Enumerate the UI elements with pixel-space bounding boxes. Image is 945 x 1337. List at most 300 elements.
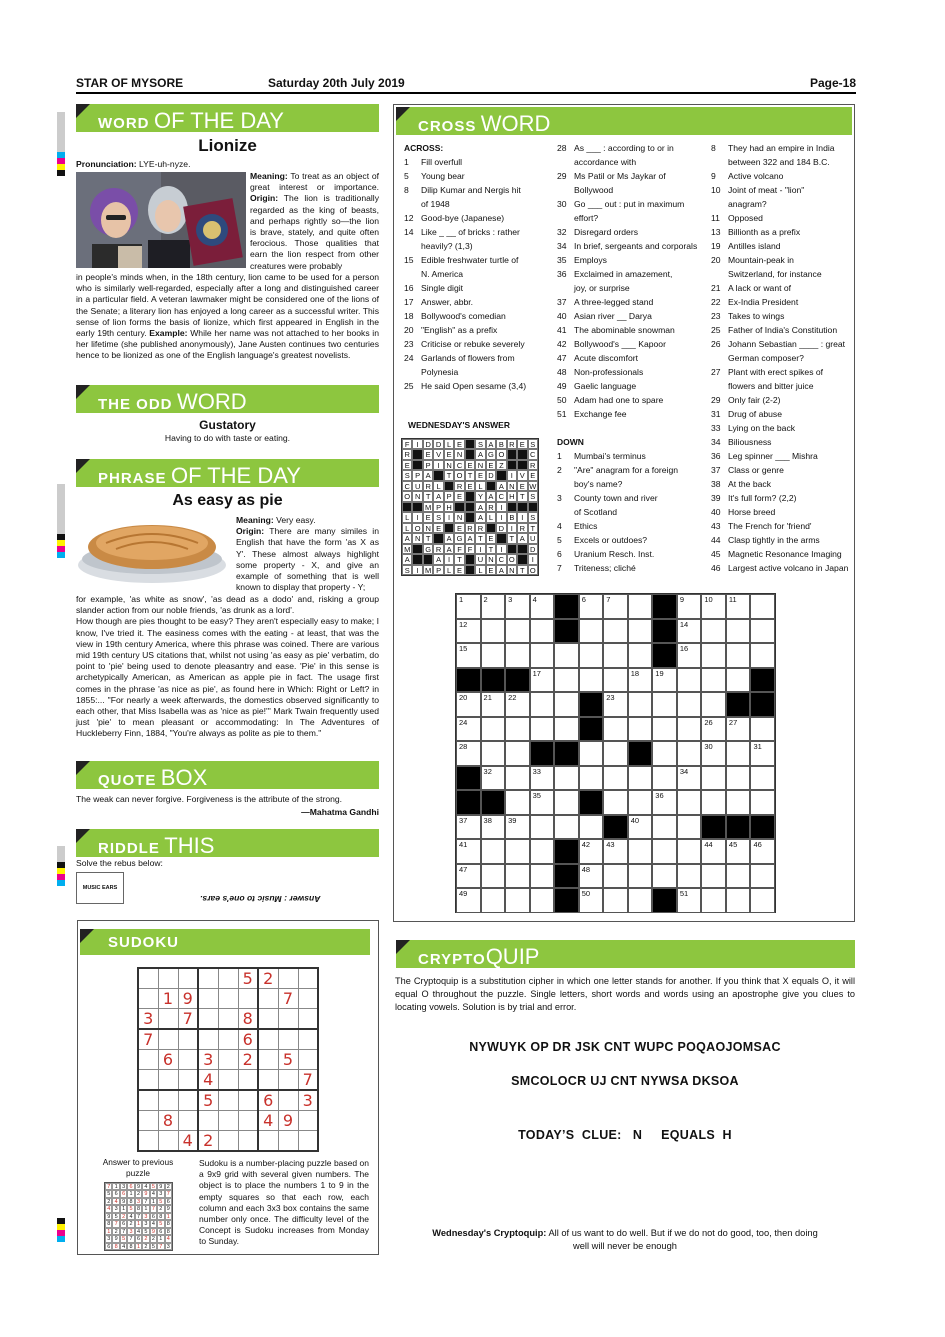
clue-text: Exclaimed in amazement, (574, 269, 673, 279)
grid-number: 40 (630, 815, 640, 825)
grid-cell[interactable] (750, 619, 775, 644)
grid-cell[interactable] (628, 668, 653, 693)
grid-cell[interactable] (677, 594, 702, 619)
grid-cell[interactable] (628, 692, 653, 717)
answer-block (507, 460, 517, 470)
sudoku-empty-cell[interactable] (218, 1029, 238, 1050)
grid-cell[interactable] (603, 839, 628, 864)
grid-number: 46 (753, 840, 762, 850)
answer-cell: S (528, 491, 538, 501)
grid-cell[interactable] (481, 766, 506, 791)
sudoku-empty-cell[interactable] (138, 968, 158, 989)
clue-row (711, 549, 856, 563)
previous-answer-grid (401, 438, 539, 576)
grid-cell[interactable] (603, 668, 628, 693)
clue-row (711, 213, 856, 227)
clue-text: German composer? (728, 353, 804, 363)
grid-cell[interactable] (750, 643, 775, 668)
prev-sudoku-cell: 1 (120, 1205, 127, 1212)
grid-cell[interactable] (579, 815, 604, 840)
sudoku-empty-cell[interactable] (158, 968, 178, 989)
grid-cell[interactable] (505, 888, 530, 913)
grid-cell[interactable] (603, 619, 628, 644)
prev-sudoku-cell: 8 (127, 1198, 134, 1205)
sudoku-empty-cell[interactable] (178, 1070, 198, 1091)
sudoku-empty-cell[interactable] (278, 1131, 298, 1152)
clue-text: accordance with (574, 157, 637, 167)
clue-row (711, 465, 856, 479)
grid-cell[interactable] (677, 839, 702, 864)
sudoku-empty-cell[interactable] (298, 1131, 318, 1152)
prev-sudoku-cell: 3 (105, 1235, 112, 1242)
grid-cell[interactable] (481, 692, 506, 717)
clue-text: Opposed (728, 213, 763, 223)
grid-cell[interactable] (505, 717, 530, 742)
sudoku-empty-cell[interactable] (218, 1131, 238, 1152)
grid-cell[interactable] (628, 643, 653, 668)
phrase-meaning-origin: Meaning: Very easy. Origin: There are many similes in English that have the form 'as X as Y'. These almost always highlight some property - X, and give an example of something that is well known to display that property - Y; (236, 515, 379, 593)
grid-cell[interactable] (530, 766, 555, 791)
grid-cell[interactable] (456, 864, 481, 889)
sudoku-empty-cell[interactable] (218, 1050, 238, 1070)
grid-cell[interactable] (579, 619, 604, 644)
grid-cell[interactable] (554, 790, 579, 815)
grid-cell[interactable] (456, 594, 481, 619)
grid-cell[interactable] (701, 619, 726, 644)
grid-cell[interactable] (726, 741, 751, 766)
sudoku-empty-cell[interactable] (298, 989, 318, 1009)
clue-text: Adam had one to spare (574, 395, 664, 405)
grid-number: 20 (459, 693, 468, 703)
clue-text: Clasp tightly in the arms (728, 535, 820, 545)
grid-cell[interactable] (701, 594, 726, 619)
grid-cell[interactable] (579, 888, 604, 913)
grid-cell[interactable] (481, 717, 506, 742)
clue-row (557, 563, 707, 577)
sudoku-empty-cell[interactable] (198, 1029, 218, 1050)
grid-cell[interactable] (726, 839, 751, 864)
grid-cell[interactable] (701, 741, 726, 766)
sudoku-empty-cell[interactable] (198, 968, 218, 989)
grid-cell[interactable] (726, 766, 751, 791)
grid-cell[interactable] (750, 766, 775, 791)
grid-cell[interactable] (530, 717, 555, 742)
grid-cell[interactable] (505, 766, 530, 791)
odd-word-banner: THE ODD WORD (76, 385, 379, 413)
grid-cell[interactable] (652, 790, 677, 815)
prev-sudoku-cell: 7 (127, 1235, 134, 1242)
grid-cell[interactable] (505, 643, 530, 668)
grid-cell[interactable] (579, 594, 604, 619)
sudoku-given: 4 (258, 1111, 278, 1131)
sudoku-empty-cell[interactable] (178, 1111, 198, 1131)
grid-cell[interactable] (628, 766, 653, 791)
grid-cell[interactable] (481, 643, 506, 668)
clue-row (711, 255, 856, 269)
grid-cell[interactable] (505, 839, 530, 864)
grid-cell[interactable] (677, 619, 702, 644)
clue-row (711, 339, 856, 353)
grid-cell[interactable] (554, 815, 579, 840)
grid-cell[interactable] (554, 668, 579, 693)
answer-cell: V (517, 470, 527, 480)
clue-number: 48 (557, 367, 567, 377)
cryptoquip-banner: CRYPTOQUIP (396, 940, 855, 968)
grid-cell[interactable] (505, 692, 530, 717)
clue-number: 20 (711, 255, 721, 265)
grid-cell[interactable] (456, 717, 481, 742)
grid-cell[interactable] (530, 888, 555, 913)
grid-cell[interactable] (726, 790, 751, 815)
grid-cell[interactable] (677, 668, 702, 693)
grid-cell[interactable] (481, 815, 506, 840)
sudoku-empty-cell[interactable] (298, 968, 318, 989)
grid-cell[interactable] (701, 643, 726, 668)
prev-sudoku-cell: 6 (150, 1213, 157, 1220)
sudoku-empty-cell[interactable] (218, 1090, 238, 1111)
lion-hair-photo (76, 172, 246, 268)
sudoku-given: 7 (138, 1029, 158, 1050)
clue-number: 32 (557, 227, 567, 237)
answer-cell: N (475, 460, 485, 470)
grid-cell[interactable] (603, 717, 628, 742)
sudoku-empty-cell[interactable] (298, 1009, 318, 1030)
grid-cell[interactable] (530, 692, 555, 717)
grid-cell[interactable] (628, 815, 653, 840)
grid-cell[interactable] (750, 717, 775, 742)
answer-cell: S (528, 512, 538, 522)
grid-cell[interactable] (701, 692, 726, 717)
sudoku-row (138, 1029, 318, 1050)
grid-cell[interactable] (726, 888, 751, 913)
grid-cell[interactable] (603, 888, 628, 913)
grid-cell[interactable] (481, 741, 506, 766)
sudoku-empty-cell[interactable] (198, 1111, 218, 1131)
grid-cell[interactable] (579, 864, 604, 889)
grid-cell[interactable] (530, 594, 555, 619)
sudoku-empty-cell[interactable] (218, 968, 238, 989)
sudoku-empty-cell[interactable] (238, 1070, 258, 1091)
grid-block (726, 815, 751, 840)
clue-row (711, 185, 856, 199)
clue-number: 20 (404, 325, 414, 335)
sudoku-empty-cell[interactable] (158, 1131, 178, 1152)
grid-cell[interactable] (677, 766, 702, 791)
clue-text: Horse breed (728, 507, 776, 517)
answer-cell: S (402, 565, 412, 575)
grid-cell[interactable] (628, 619, 653, 644)
grid-cell[interactable] (677, 692, 702, 717)
prev-sudoku-cell: 4 (120, 1243, 127, 1250)
clue-text: It's full form? (2,2) (728, 493, 797, 503)
grid-cell[interactable] (456, 619, 481, 644)
grid-number: 2 (483, 595, 488, 604)
sudoku-empty-cell[interactable] (158, 1090, 178, 1111)
clue-row (557, 535, 707, 549)
sudoku-empty-cell[interactable] (238, 1131, 258, 1152)
sudoku-empty-cell[interactable] (158, 1009, 178, 1030)
grid-cell[interactable] (701, 839, 726, 864)
grid-cell[interactable] (652, 864, 677, 889)
grid-cell[interactable] (579, 643, 604, 668)
sudoku-empty-cell[interactable] (258, 1029, 278, 1050)
grid-cell[interactable] (530, 619, 555, 644)
answer-cell: O (402, 491, 412, 501)
sudoku-empty-cell[interactable] (138, 1111, 158, 1131)
grid-cell[interactable] (677, 790, 702, 815)
grid-cell[interactable] (628, 594, 653, 619)
grid-number: 48 (581, 864, 591, 874)
grid-cell[interactable] (505, 619, 530, 644)
clue-text: Mumbai's terminus (574, 451, 646, 461)
registration-bar-mid (57, 484, 65, 558)
sudoku-empty-cell[interactable] (278, 1029, 298, 1050)
sudoku-empty-cell[interactable] (138, 1131, 158, 1152)
grid-cell[interactable] (726, 594, 751, 619)
grid-cell[interactable] (603, 741, 628, 766)
grid-cell[interactable] (750, 790, 775, 815)
answer-cell: U (475, 554, 485, 564)
sudoku-empty-cell[interactable] (138, 1070, 158, 1091)
grid-cell[interactable] (677, 717, 702, 742)
sudoku-empty-cell[interactable] (258, 1009, 278, 1030)
previous-sudoku-label: Answer to previous puzzle (102, 1157, 174, 1179)
sudoku-empty-cell[interactable] (258, 1131, 278, 1152)
clue-text: effort? (574, 213, 599, 223)
grid-cell[interactable] (652, 741, 677, 766)
grid-number: 17 (532, 668, 541, 678)
clue-text: Like _ __ of bricks : rather (421, 227, 520, 237)
word-meaning-origin: Meaning: To treat as an object of great interest or importance. Origin: The lion is traditionally regarded as the king of beasts, and perhaps rightly so—the lion is brave, stately, and quite often ferocious. Those qualities that earn the lion respect from other creatures were probably (250, 171, 380, 271)
prev-sudoku-cell: 9 (157, 1183, 164, 1190)
grid-block (652, 643, 677, 668)
grid-cell[interactable] (481, 888, 506, 913)
sudoku-empty-cell[interactable] (178, 1090, 198, 1111)
grid-cell[interactable] (603, 692, 628, 717)
grid-cell[interactable] (603, 790, 628, 815)
grid-cell[interactable] (505, 594, 530, 619)
clue-text: Employs (574, 255, 607, 265)
grid-cell[interactable] (652, 692, 677, 717)
grid-number: 9 (679, 595, 685, 604)
grid-cell[interactable] (456, 888, 481, 913)
grid-cell[interactable] (603, 643, 628, 668)
grid-cell[interactable] (701, 888, 726, 913)
grid-cell[interactable] (603, 864, 628, 889)
answer-cell: C (496, 554, 506, 564)
grid-cell[interactable] (726, 668, 751, 693)
riddle-prompt: Solve the rebus below: (76, 858, 163, 868)
prev-sudoku-cell: 3 (165, 1243, 172, 1250)
clue-text: Billionth as a prefix (728, 227, 801, 237)
clue-number: 5 (404, 171, 409, 181)
sudoku-empty-cell[interactable] (178, 968, 198, 989)
grid-cell[interactable] (628, 839, 653, 864)
clue-row (557, 297, 707, 311)
grid-cell[interactable] (505, 741, 530, 766)
answer-cell: R (465, 523, 475, 533)
grid-cell[interactable] (701, 790, 726, 815)
sudoku-empty-cell[interactable] (198, 989, 218, 1009)
answer-cell: E (454, 491, 464, 501)
grid-block (652, 619, 677, 644)
grid-cell[interactable] (481, 864, 506, 889)
grid-cell[interactable] (456, 815, 481, 840)
clue-row (557, 255, 707, 269)
grid-cell[interactable] (481, 839, 506, 864)
sudoku-empty-cell[interactable] (258, 989, 278, 1009)
grid-cell[interactable] (750, 839, 775, 864)
sudoku-empty-cell[interactable] (258, 1070, 278, 1091)
clue-text: Exchange fee (574, 409, 627, 419)
answer-block (517, 502, 527, 512)
grid-cell[interactable] (554, 692, 579, 717)
grid-cell[interactable] (554, 717, 579, 742)
grid-cell[interactable] (505, 790, 530, 815)
clue-text: Ethics (574, 521, 598, 531)
grid-cell[interactable] (677, 643, 702, 668)
sudoku-row (138, 989, 318, 1009)
grid-cell[interactable] (579, 741, 604, 766)
grid-cell[interactable] (579, 839, 604, 864)
grid-cell[interactable] (726, 717, 751, 742)
sudoku-banner: SUDOKU (80, 929, 370, 955)
grid-cell[interactable] (628, 717, 653, 742)
answer-cell: E (444, 449, 454, 459)
answer-cell: T (517, 565, 527, 575)
grid-cell[interactable] (530, 643, 555, 668)
prev-sudoku-cell: 1 (135, 1220, 142, 1227)
sudoku-empty-cell[interactable] (218, 989, 238, 1009)
grid-number: 49 (459, 889, 468, 899)
sudoku-empty-cell[interactable] (178, 1029, 198, 1050)
answer-cell: E (475, 470, 485, 480)
grid-cell[interactable] (677, 815, 702, 840)
prev-sudoku-cell: 1 (157, 1235, 164, 1242)
grid-cell[interactable] (726, 864, 751, 889)
answer-cell: C (402, 481, 412, 491)
sudoku-empty-cell[interactable] (178, 1050, 198, 1070)
grid-cell[interactable] (530, 864, 555, 889)
sudoku-empty-cell[interactable] (218, 1009, 238, 1030)
grid-cell[interactable] (628, 864, 653, 889)
grid-cell[interactable] (652, 815, 677, 840)
sudoku-empty-cell[interactable] (298, 1050, 318, 1070)
grid-cell[interactable] (530, 839, 555, 864)
grid-cell[interactable] (677, 888, 702, 913)
grid-cell[interactable] (456, 643, 481, 668)
sudoku-empty-cell[interactable] (278, 1090, 298, 1111)
answer-cell: F (465, 544, 475, 554)
answer-cell: L (402, 523, 412, 533)
grid-cell[interactable] (677, 741, 702, 766)
sudoku-empty-cell[interactable] (258, 1050, 278, 1070)
grid-number: 32 (483, 766, 492, 776)
cryptoquip-intro: The Cryptoquip is a substitution cipher in which one letter stands for another. If you think that X equals O, it will equal O throughout the puzzle. Single letters, short words and words using an apostrophe give you clues to locating vowels. Solution is by trial and error. (395, 976, 855, 1012)
grid-cell[interactable] (603, 594, 628, 619)
grid-cell[interactable] (603, 766, 628, 791)
sudoku-empty-cell[interactable] (298, 1111, 318, 1131)
grid-cell[interactable] (530, 815, 555, 840)
clue-number: 21 (711, 283, 721, 293)
sudoku-empty-cell[interactable] (218, 1111, 238, 1131)
grid-cell[interactable] (505, 864, 530, 889)
sudoku-empty-cell[interactable] (278, 968, 298, 989)
grid-cell[interactable] (554, 643, 579, 668)
sudoku-empty-cell[interactable] (298, 1029, 318, 1050)
crossword-banner: CROSS WORD (396, 107, 852, 135)
clue-row (711, 563, 856, 577)
clue-text: Joint of meat - "lion" (728, 185, 805, 195)
grid-cell[interactable] (701, 668, 726, 693)
grid-cell[interactable] (750, 864, 775, 889)
answer-cell: D (528, 544, 538, 554)
clue-text: Gaelic language (574, 381, 637, 391)
down-heading: DOWN (557, 437, 584, 447)
sudoku-empty-cell[interactable] (138, 1050, 158, 1070)
grid-block (652, 888, 677, 913)
sudoku-empty-cell[interactable] (138, 1090, 158, 1111)
sudoku-row (138, 968, 318, 989)
grid-cell[interactable] (652, 668, 677, 693)
sudoku-empty-cell[interactable] (278, 1070, 298, 1091)
grid-cell[interactable] (579, 668, 604, 693)
sudoku-empty-cell[interactable] (158, 1070, 178, 1091)
sudoku-empty-cell[interactable] (138, 989, 158, 1009)
sudoku-empty-cell[interactable] (238, 1090, 258, 1111)
answer-cell: T (454, 554, 464, 564)
grid-cell[interactable] (677, 864, 702, 889)
grid-cell[interactable] (652, 839, 677, 864)
sudoku-empty-cell[interactable] (198, 1009, 218, 1030)
grid-cell[interactable] (456, 741, 481, 766)
clue-row (711, 493, 856, 507)
sudoku-empty-cell[interactable] (278, 1009, 298, 1030)
sudoku-empty-cell[interactable] (238, 989, 258, 1009)
grid-cell[interactable] (726, 619, 751, 644)
grid-cell[interactable] (481, 594, 506, 619)
grid-cell[interactable] (652, 766, 677, 791)
sudoku-empty-cell[interactable] (238, 1111, 258, 1131)
clue-number: 13 (711, 227, 721, 237)
grid-cell[interactable] (726, 643, 751, 668)
grid-cell[interactable] (456, 692, 481, 717)
grid-cell[interactable] (505, 815, 530, 840)
grid-cell[interactable] (530, 790, 555, 815)
clue-row (711, 381, 856, 395)
prev-sudoku-cell: 2 (150, 1235, 157, 1242)
grid-cell[interactable] (652, 717, 677, 742)
sudoku-empty-cell[interactable] (158, 1029, 178, 1050)
grid-number: 7 (606, 595, 611, 604)
grid-cell[interactable] (628, 888, 653, 913)
grid-cell[interactable] (750, 594, 775, 619)
grid-cell[interactable] (701, 864, 726, 889)
grid-cell[interactable] (701, 717, 726, 742)
grid-cell[interactable] (456, 839, 481, 864)
grid-cell[interactable] (481, 619, 506, 644)
answer-cell: R (507, 439, 517, 449)
grid-cell[interactable] (701, 766, 726, 791)
grid-cell[interactable] (750, 888, 775, 913)
grid-cell[interactable] (530, 668, 555, 693)
grid-cell[interactable] (579, 766, 604, 791)
prev-sudoku-cell: 4 (142, 1183, 149, 1190)
grid-cell[interactable] (554, 766, 579, 791)
sudoku-empty-cell[interactable] (218, 1070, 238, 1091)
grid-cell[interactable] (628, 790, 653, 815)
grid-cell[interactable] (750, 741, 775, 766)
